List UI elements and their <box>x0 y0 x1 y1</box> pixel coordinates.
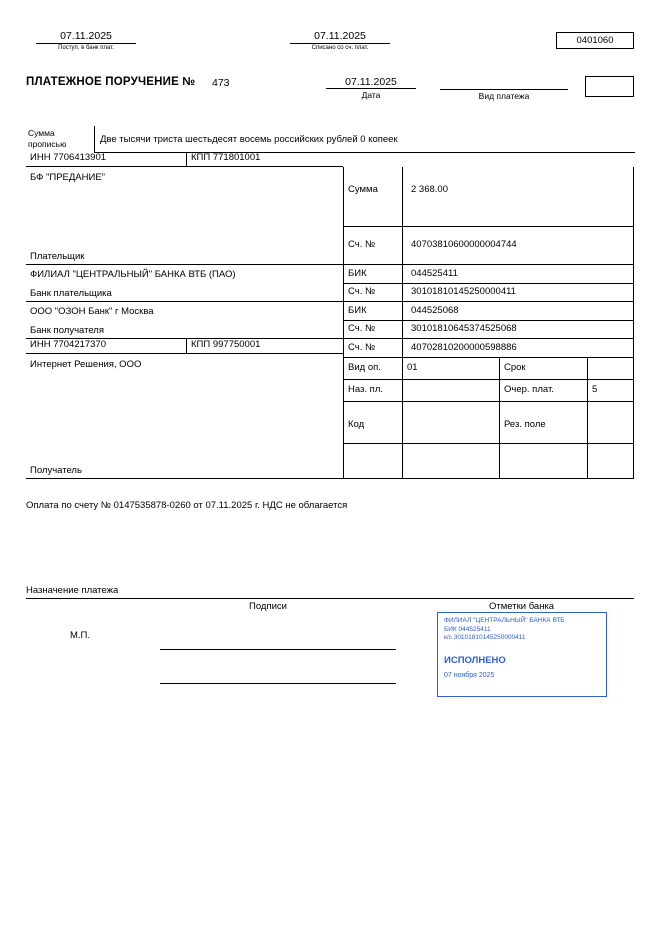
payer-kpp-cell <box>186 152 343 167</box>
payer-caption-cell <box>26 227 343 265</box>
stamp-bank-name: ФИЛИАЛ "ЦЕНТРАЛЬНЫЙ" БАНКА ВТБ <box>444 617 565 624</box>
reserve-value-cell <box>588 402 634 444</box>
document-date-caption: Дата <box>361 90 381 100</box>
payer-name: БФ "ПРЕДАНИЕ" <box>30 172 106 183</box>
payer-bank-bik-value: 044525411 <box>411 268 458 279</box>
payer-account-value: 40703810600000004744 <box>411 239 517 250</box>
bottom-strip-cell-1 <box>343 444 403 479</box>
payment-purpose-caption: Назначение платежа <box>26 585 119 596</box>
term-value-cell <box>588 358 634 380</box>
priority-label-cell <box>500 380 588 402</box>
signature-line-1 <box>160 649 396 650</box>
priority-value: 5 <box>592 384 598 395</box>
payer-account-value-cell <box>403 227 634 265</box>
payer-bank-caption: Банк плательщика <box>30 288 112 299</box>
bank-marks-caption: Отметки банка <box>489 601 555 612</box>
bottom-strip-cell-4 <box>588 444 634 479</box>
stamp-place-label: М.П. <box>70 630 91 641</box>
sum-in-words-value: Две тысячи триста шестьдесят восемь российских рублей 0 копеек <box>100 134 398 145</box>
payer-bank-bik-label: БИК <box>348 268 367 279</box>
payee-bank-name: ООО "ОЗОН Банк" г Москва <box>30 306 154 317</box>
payee-bank-account-label: Сч. № <box>348 323 376 334</box>
payment-purpose-text: Оплата по счету № 0147535878-0260 от 07.11.2025 г. НДС не облагается <box>26 500 348 511</box>
payee-kpp-cell <box>186 339 343 354</box>
payer-bank-account-value: 30101810145250000411 <box>411 286 516 297</box>
document-date-block <box>326 76 416 100</box>
received-date-caption: Поступ. в банк плат. <box>58 45 114 51</box>
sum-in-words-label: Сумма прописью <box>28 128 67 149</box>
payer-kpp-value: 771801001 <box>212 152 261 163</box>
payer-bank-account-label: Сч. № <box>348 286 376 297</box>
payee-caption-cell <box>26 354 343 479</box>
received-date-block <box>36 30 136 51</box>
payee-bank-bik-value-cell <box>403 302 634 321</box>
stamp-corr-account: к/с 30101810145250000411 <box>444 634 526 641</box>
payer-kpp-label: КПП <box>191 152 211 163</box>
payee-bank-account-value-cell <box>403 321 634 339</box>
priority-label: Очер. плат. <box>504 384 554 395</box>
payee-kpp-value: 997750001 <box>212 339 261 350</box>
payment-type-code-box <box>585 76 634 97</box>
code-label: Код <box>348 419 365 430</box>
stamp-date: 07 ноября 2025 <box>444 671 495 679</box>
reserve-label-cell <box>500 402 588 444</box>
signature-line-2 <box>160 683 396 684</box>
payee-kpp-label: КПП <box>191 339 211 350</box>
purpose-code-value-cell <box>403 380 500 402</box>
op-type-label: Вид оп. <box>348 362 381 373</box>
bank-execution-stamp <box>437 612 607 697</box>
signatures-caption: Подписи <box>249 601 287 612</box>
op-type-value-cell <box>403 358 500 380</box>
sum-value-cell <box>403 167 634 227</box>
payee-account-value: 40702810200000598886 <box>411 342 517 353</box>
payee-account-value-cell <box>403 339 634 358</box>
debited-date-caption: Списано со сч. плат. <box>311 45 369 51</box>
payee-bank-bik-label: БИК <box>348 305 367 316</box>
debited-date-value: 07.11.2025 <box>314 30 366 42</box>
payer-inn-label: ИНН <box>30 152 51 163</box>
stamp-bik: БИК 044525411 <box>444 625 491 633</box>
payment-type-caption: Вид платежа <box>478 91 530 101</box>
payer-bank-caption-cell <box>26 265 343 302</box>
sum-label: Сумма <box>348 184 378 195</box>
title-row <box>26 76 634 104</box>
bottom-strip-cell-2 <box>403 444 500 479</box>
payee-bank-caption-cell <box>26 302 343 339</box>
payee-caption: Получатель <box>30 465 82 476</box>
payer-bank-bik-label-cell <box>343 265 403 284</box>
debited-date-block <box>290 30 390 51</box>
payer-bank-name: ФИЛИАЛ "ЦЕНТРАЛЬНЫЙ" БАНКА ВТБ (ПАО) <box>30 269 236 280</box>
payer-caption: Плательщик <box>30 251 85 262</box>
payment-purpose-rule <box>26 598 634 599</box>
payee-bank-caption: Банк получателя <box>30 325 104 336</box>
payee-inn-value: 7704217370 <box>53 339 107 350</box>
op-type-label-cell <box>343 358 403 380</box>
payee-bank-bik-value: 044525068 <box>411 305 459 316</box>
payer-bank-account-value-cell <box>403 284 634 302</box>
sum-value: 2 368.00 <box>411 184 448 195</box>
document-date-value: 07.11.2025 <box>345 76 397 88</box>
payer-bank-bik-value-cell <box>403 265 634 284</box>
payee-bank-account-label-cell <box>343 321 403 339</box>
payment-type-block <box>440 76 568 101</box>
purpose-code-label: Наз. пл. <box>348 384 383 395</box>
requisites-grid <box>26 152 634 482</box>
payee-inn-label: ИНН <box>30 339 51 350</box>
op-type-value: 01 <box>407 362 418 373</box>
form-code-box: 0401060 <box>556 32 634 49</box>
document-header <box>26 30 634 62</box>
sum-label-cell <box>343 167 403 227</box>
received-date-value: 07.11.2025 <box>60 30 112 42</box>
payer-inn-value: 7706413901 <box>53 152 107 163</box>
bottom-strip-cell-3 <box>500 444 588 479</box>
payer-bank-account-label-cell <box>343 284 403 302</box>
priority-value-cell <box>588 380 634 402</box>
payer-inn-cell <box>26 152 186 167</box>
payer-account-label-cell <box>343 227 403 265</box>
code-value-cell <box>403 402 500 444</box>
stamp-executed-label: ИСПОЛНЕНО <box>444 654 506 666</box>
payee-bank-bik-label-cell <box>343 302 403 321</box>
code-label-cell <box>343 402 403 444</box>
payer-account-label: Сч. № <box>348 239 376 250</box>
reserve-label: Рез. поле <box>504 419 546 430</box>
payee-account-label-cell <box>343 339 403 358</box>
term-label-cell <box>500 358 588 380</box>
payee-name: Интернет Решения, ООО <box>30 359 142 370</box>
payment-type-value <box>440 76 568 89</box>
payee-inn-cell <box>26 339 186 354</box>
document-number: 473 <box>212 77 230 89</box>
page-title: ПЛАТЕЖНОЕ ПОРУЧЕНИЕ № <box>26 76 196 88</box>
payee-account-label: Сч. № <box>348 342 376 353</box>
purpose-code-label-cell <box>343 380 403 402</box>
payee-bank-account-value: 30101810645374525068 <box>411 323 517 334</box>
term-label: Срок <box>504 362 526 373</box>
